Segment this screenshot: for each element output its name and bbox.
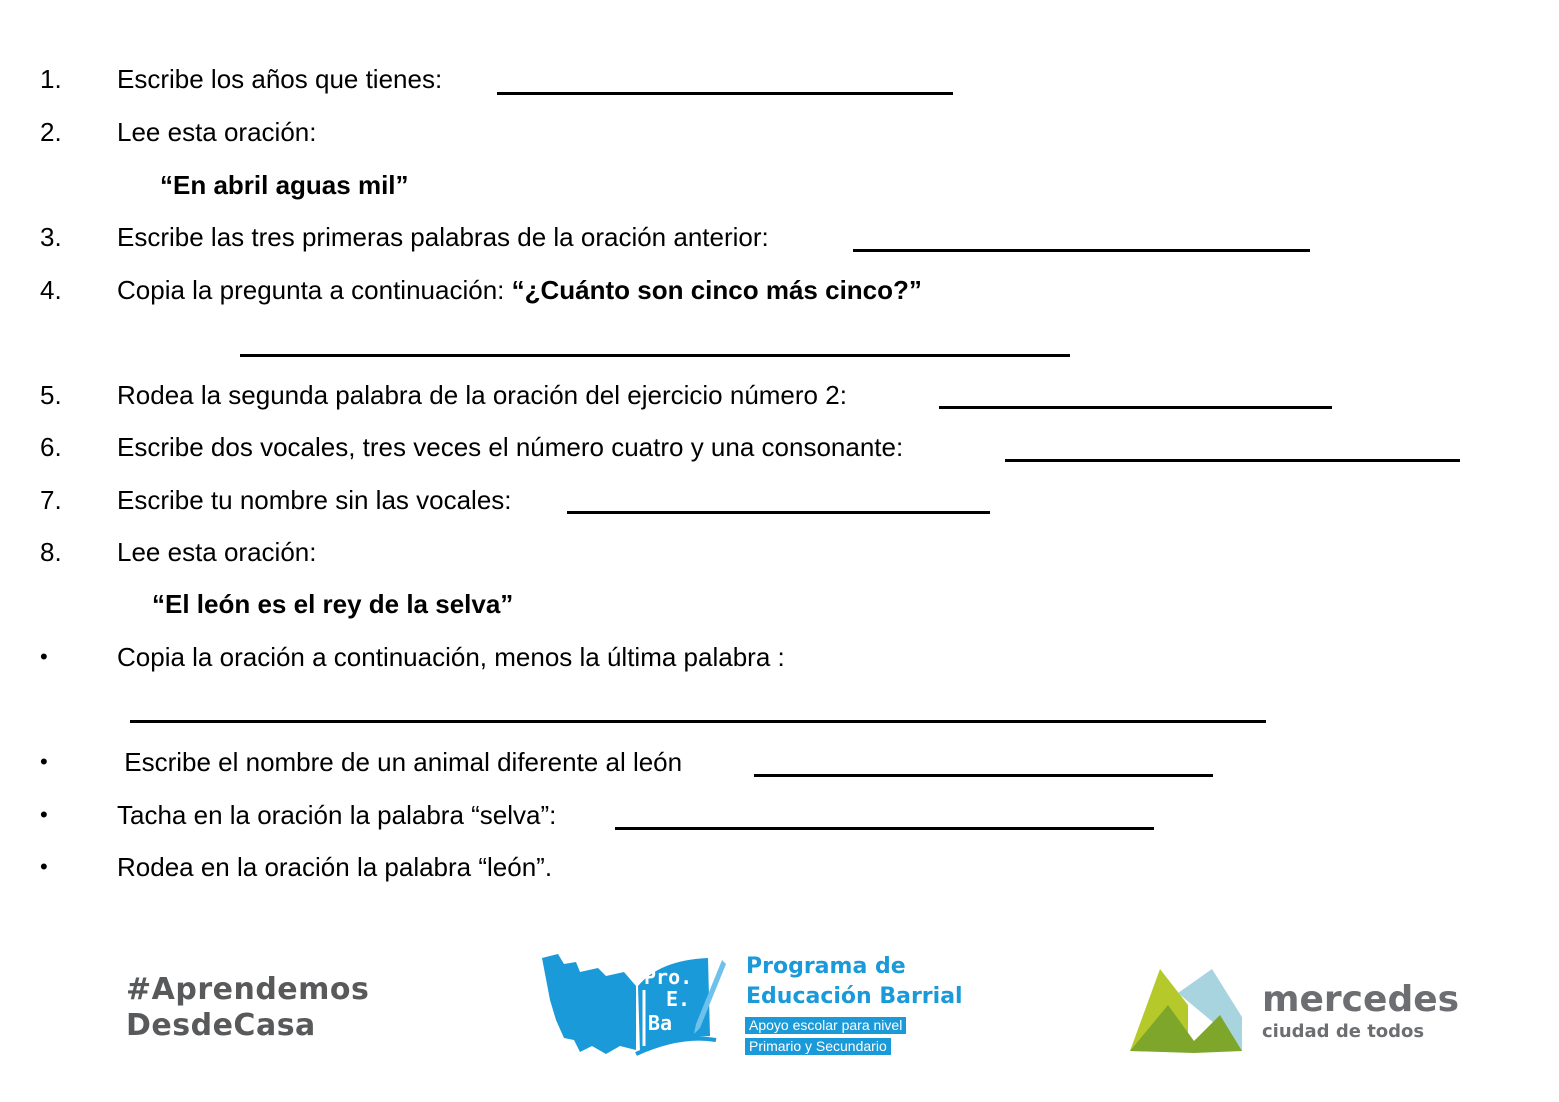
hashtag-line-1: #Aprendemos: [126, 972, 370, 1007]
proeba-mark-1: Pro.: [644, 965, 693, 989]
item-text: Escribe el nombre de un animal diferente al león: [117, 747, 683, 777]
program-title-line-2: Educación Barrial: [746, 984, 963, 1009]
quoted-sentence: “El león es el rey de la selva”: [152, 589, 514, 619]
item-number: 6.: [40, 432, 62, 462]
program-title: [746, 952, 963, 1012]
answer-line-6[interactable]: [1005, 459, 1460, 462]
item-number: 5.: [40, 380, 62, 410]
city-slogan: ciudad de todos: [1262, 1021, 1425, 1042]
item-text: Escribe las tres primeras palabras de la oración anterior:: [117, 222, 769, 252]
program-title-line-1: Programa de: [746, 954, 906, 979]
answer-line-b2[interactable]: [754, 774, 1213, 777]
answer-line-4[interactable]: [240, 354, 1070, 357]
item-text: Lee esta oración:: [117, 537, 317, 567]
answer-line-b3[interactable]: [615, 827, 1154, 830]
proeba-book-logo: [540, 950, 732, 1060]
bullet-marker: •: [40, 644, 48, 669]
answer-line-3[interactable]: [853, 249, 1310, 252]
hashtag: [126, 972, 369, 1044]
item-text: Copia la oración a continuación, menos la última palabra :: [117, 642, 785, 672]
item-number: 3.: [40, 222, 62, 252]
program-tag-line-2: Primario y Secundario: [745, 1038, 891, 1055]
item-number: 4.: [40, 275, 62, 305]
quoted-sentence: “En abril aguas mil”: [160, 170, 409, 200]
answer-line-b1[interactable]: [130, 720, 1266, 723]
hashtag-line-2: DesdeCasa: [126, 1008, 316, 1043]
item-text: Escribe dos vocales, tres veces el número cuatro y una consonante:: [117, 432, 904, 462]
mercedes-m-logo: [1128, 965, 1244, 1053]
item-text: Escribe tu nombre sin las vocales:: [117, 485, 512, 515]
item-text: Lee esta oración:: [117, 117, 317, 147]
answer-line-7[interactable]: [567, 511, 990, 514]
proeba-mark-3: Ba: [648, 1011, 673, 1035]
item-text: Escribe los años que tienes:: [117, 64, 443, 94]
item-number: 2.: [40, 117, 62, 147]
item-number: 8.: [40, 537, 62, 567]
proeba-mark-2: E.: [666, 987, 691, 1011]
answer-line-1[interactable]: [497, 92, 953, 95]
item-text-plain: Copia la pregunta a continuación:: [117, 275, 505, 305]
item-number: 1.: [40, 64, 62, 94]
city-name: mercedes: [1262, 979, 1460, 1020]
item-text: Rodea la segunda palabra de la oración del ejercicio número 2:: [117, 380, 847, 410]
item-text: Rodea en la oración la palabra “león”.: [117, 852, 553, 882]
bullet-marker: •: [40, 802, 48, 827]
item-text: Tacha en la oración la palabra “selva”:: [117, 800, 557, 830]
program-tag-line-1: Apoyo escolar para nivel: [745, 1017, 906, 1034]
item-number: 7.: [40, 485, 62, 515]
item-text-bold: “¿Cuánto son cinco más cinco?”: [511, 275, 922, 305]
bullet-marker: •: [40, 749, 48, 774]
bullet-marker: •: [40, 854, 48, 879]
answer-line-5[interactable]: [939, 406, 1332, 409]
item-text: [117, 270, 922, 310]
